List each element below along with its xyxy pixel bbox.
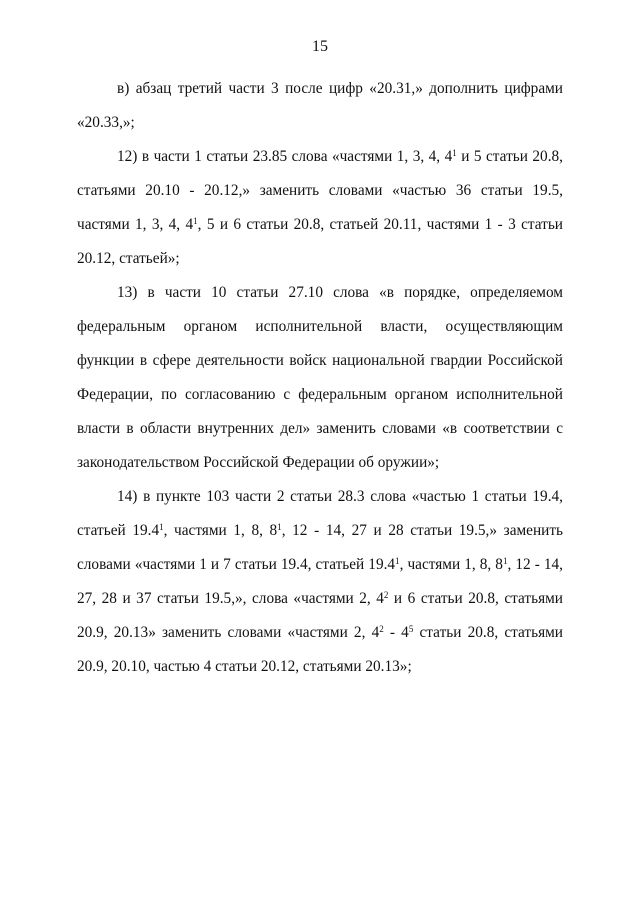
superscript: 1 xyxy=(395,556,400,567)
paragraph-14 xyxy=(77,480,563,684)
text-segment: статьи 20.8, статьями 20.9, 20.10, частью 4 статьи 20.12, статьями 20.13»; xyxy=(77,624,563,675)
text-segment: , 12 - 14, 27, 28 и 37 статьи 19.5,», слова «частями 2, 4 xyxy=(77,556,564,607)
page-number: 15 xyxy=(312,38,328,55)
text-segment: , частями 1, 8, 8 xyxy=(399,556,503,573)
text-segment: и 5 статьи 20.8, статьями 20.10 - 20.12,» заменить словами «частью 36 статьи 19.5, частями 1, 3, 4, 4 xyxy=(77,148,563,233)
paragraph-13 xyxy=(77,276,563,480)
text-segment: 13) в части 10 статьи 27.10 слова «в порядке, определяемом федеральным органом исполнительной власти, осуществляющим функции в сфере деятельности войск национальной гвардии Российской Федерации, по согласованию с федеральным органом исполнительной власти в области внутренних дел» заменить словами «в соответствии с законодательством Российской Федерации об оружии»; xyxy=(77,284,563,471)
text-segment: , 12 - 14, 27 и 28 статьи 19.5,» заменить словами «частями 1 и 7 статьи 19.4, статьей 19.4 xyxy=(77,522,563,573)
superscript: 1 xyxy=(193,216,198,227)
superscript: 1 xyxy=(452,148,457,159)
superscript: 1 xyxy=(159,522,164,533)
text-segment: и 6 статьи 20.8, статьями 20.9, 20.13» заменить словами «частями 2, 4 xyxy=(77,590,563,641)
superscript: 1 xyxy=(502,556,508,567)
superscript: 1 xyxy=(277,522,282,533)
paragraph-12 xyxy=(77,140,563,276)
text-segment: в) абзац третий части 3 после цифр «20.31,» дополнить цифрами «20.33,»; xyxy=(77,80,563,131)
text-segment: 14) в пункте 103 части 2 статьи 28.3 слова «частью 1 статьи 19.4, статьей 19.4 xyxy=(77,488,563,539)
text-segment: - 4 xyxy=(383,624,409,641)
document-body xyxy=(77,72,563,684)
text-segment: , 5 и 6 статьи 20.8, статьей 20.11, частями 1 - 3 статьи 20.12, статьей»; xyxy=(77,216,563,267)
paragraph-v xyxy=(77,72,563,140)
superscript: 2 xyxy=(379,624,384,635)
text-segment: , частями 1, 8, 8 xyxy=(163,522,278,539)
text-segment: 12) в части 1 статьи 23.85 слова «частями 1, 3, 4, 4 xyxy=(117,148,453,165)
superscript: 5 xyxy=(408,624,414,635)
superscript: 2 xyxy=(383,590,389,601)
